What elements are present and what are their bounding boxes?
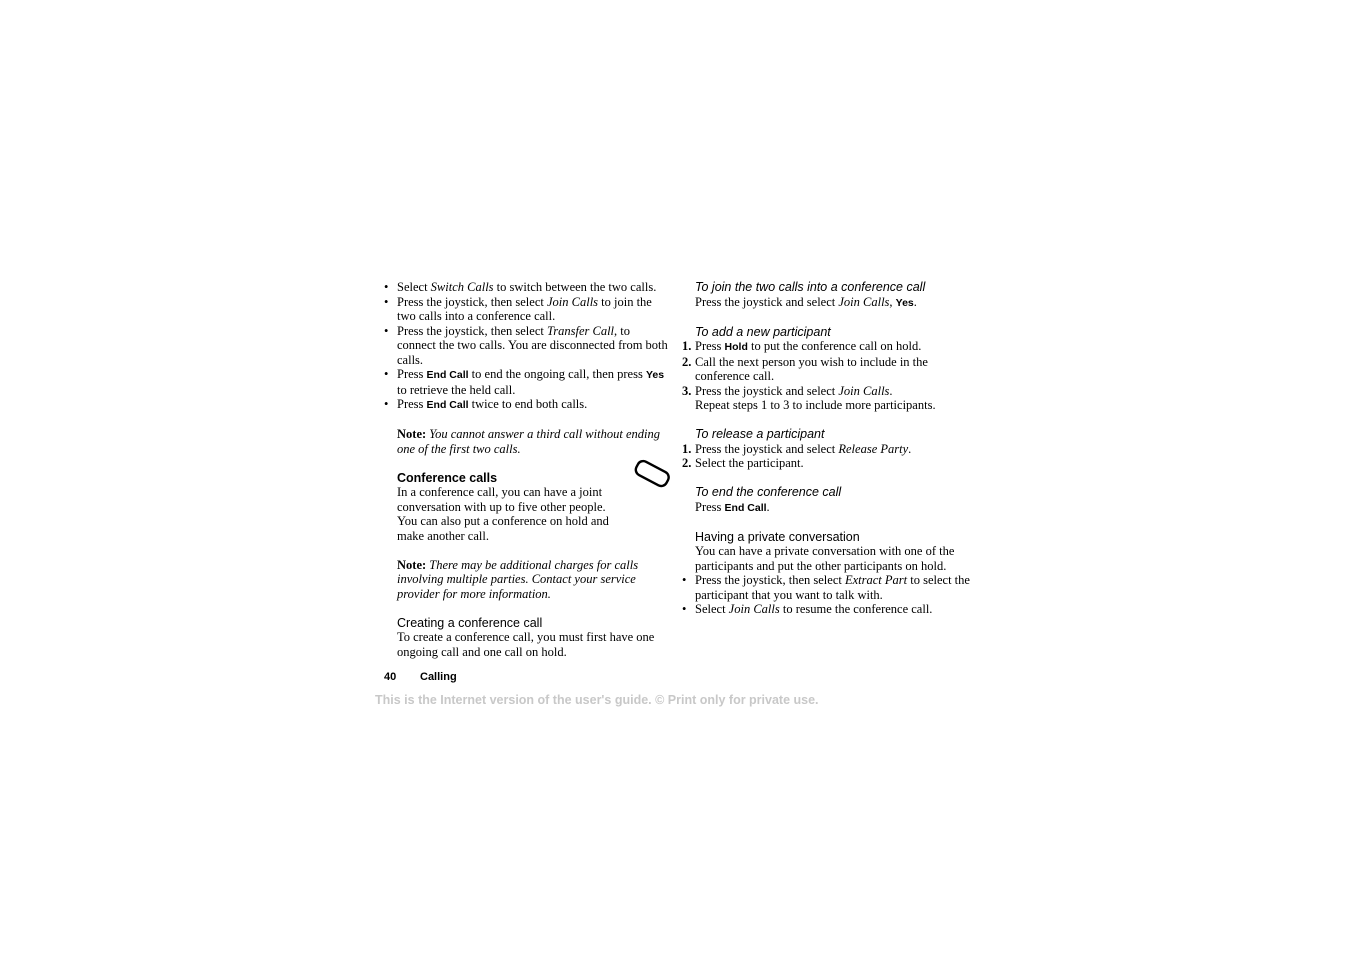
step-item: 1. Press the joystick and select Release Party.	[682, 441, 912, 456]
menu-option: Extract Part	[844, 573, 908, 587]
end-section	[682, 485, 972, 515]
bullet-marker: •	[384, 280, 389, 294]
subsection-heading: Having a private conversation	[695, 529, 860, 544]
bullet-marker: •	[384, 323, 389, 338]
procedure-title: To end the conference call	[695, 485, 842, 499]
bullet-marker: •	[682, 602, 687, 616]
note-text: You cannot answer a third call without ending one of the first two calls.	[397, 427, 660, 456]
page-number: 40	[384, 671, 397, 683]
bullet-marker: •	[384, 397, 389, 411]
key-label: End Call	[426, 369, 469, 381]
bullet-marker: •	[384, 294, 389, 309]
note-label: Note:	[397, 557, 427, 572]
disclaimer-text: This is the Internet version of the user's guide. © Print only for private use.	[375, 693, 819, 707]
step-number: 2.	[682, 456, 692, 470]
bullet-item: • Select Join Calls to resume the conference call.	[682, 602, 933, 616]
creating-section	[384, 616, 669, 660]
bullet-item: • Press End Call twice to end both calls.	[384, 397, 588, 411]
bullet-marker: •	[384, 367, 389, 381]
step-item: 1. Press Hold to put the conference call on hold.	[682, 339, 922, 353]
menu-option: Switch Calls	[430, 280, 494, 294]
note-block	[384, 427, 669, 456]
section-text: To create a conference call, you must first have one ongoing call and one call on hold.	[397, 630, 655, 659]
bullet-marker: •	[682, 573, 687, 587]
step-item: 3. Press the joystick and select Join Calls.	[682, 383, 893, 398]
section-heading: Conference calls	[397, 470, 498, 485]
note-label: Note:	[397, 427, 427, 441]
release-section	[682, 427, 972, 471]
bullet-item: • Press the joystick, then select Extract Part to select the participant that you want to talk with.	[682, 573, 970, 602]
step-number: 1.	[682, 441, 692, 456]
key-label: Hold	[724, 341, 748, 353]
key-label: Yes	[895, 296, 914, 309]
key-label: End Call	[724, 501, 767, 514]
step-item: 2. Call the next person you wish to include in the conference call.	[682, 354, 928, 383]
bullet-item: • Press the joystick, then select Join Calls to join the two calls into a conference call.	[384, 294, 652, 323]
bullet-item: • Press End Call to end the ongoing call, then press Yes to retrieve the held call.	[384, 367, 665, 397]
procedure-text: Press the joystick and select Join Calls, Yes.	[695, 294, 917, 309]
menu-option: Join Calls	[728, 602, 780, 616]
note-text: There may be additional charges for calls involving multiple parties. Contact your service provider for more information.	[397, 557, 639, 601]
step-number: 1.	[682, 339, 692, 353]
page-footer	[384, 671, 457, 683]
section-text: You can have a private conversation with one of the participants and put the other participants on hold.	[695, 544, 955, 573]
bullet-item: • Press the joystick, then select Transfer Call, to connect the two calls. You are disconnected from both calls.	[384, 323, 668, 367]
private-section	[682, 530, 972, 617]
menu-option: Join Calls	[546, 294, 599, 309]
right-column	[682, 280, 972, 617]
add-section	[682, 325, 972, 413]
section-text: In a conference call, you can have a joint conversation with up to five other people. You can also put a conference on hold and make another call.	[397, 485, 609, 543]
step-number: 3.	[682, 383, 692, 398]
key-label: Yes	[645, 369, 665, 381]
phone-handset-icon	[632, 457, 672, 491]
procedure-text: Press End Call.	[695, 499, 770, 514]
menu-option: Transfer Call	[546, 323, 615, 338]
key-label: End Call	[426, 399, 469, 411]
menu-option: Release Party	[838, 441, 909, 456]
step-number: 2.	[682, 354, 692, 369]
join-section	[682, 280, 972, 310]
conference-section	[384, 471, 669, 544]
section-name: Calling	[420, 671, 457, 683]
note-block	[384, 558, 669, 602]
menu-option: Join Calls	[838, 294, 890, 309]
procedure-title: To join the two calls into a conference call	[695, 280, 926, 294]
bullet-item: • Select Switch Calls to switch between the two calls.	[384, 280, 657, 294]
subsection-heading: Creating a conference call	[397, 615, 543, 630]
menu-option: Join Calls	[838, 383, 890, 398]
procedure-title: To add a new participant	[695, 324, 831, 339]
step-item: 2. Select the participant.	[682, 456, 804, 470]
left-column	[384, 280, 669, 659]
procedure-text: Repeat steps 1 to 3 to include more participants.	[695, 398, 936, 412]
procedure-title: To release a participant	[695, 427, 825, 441]
